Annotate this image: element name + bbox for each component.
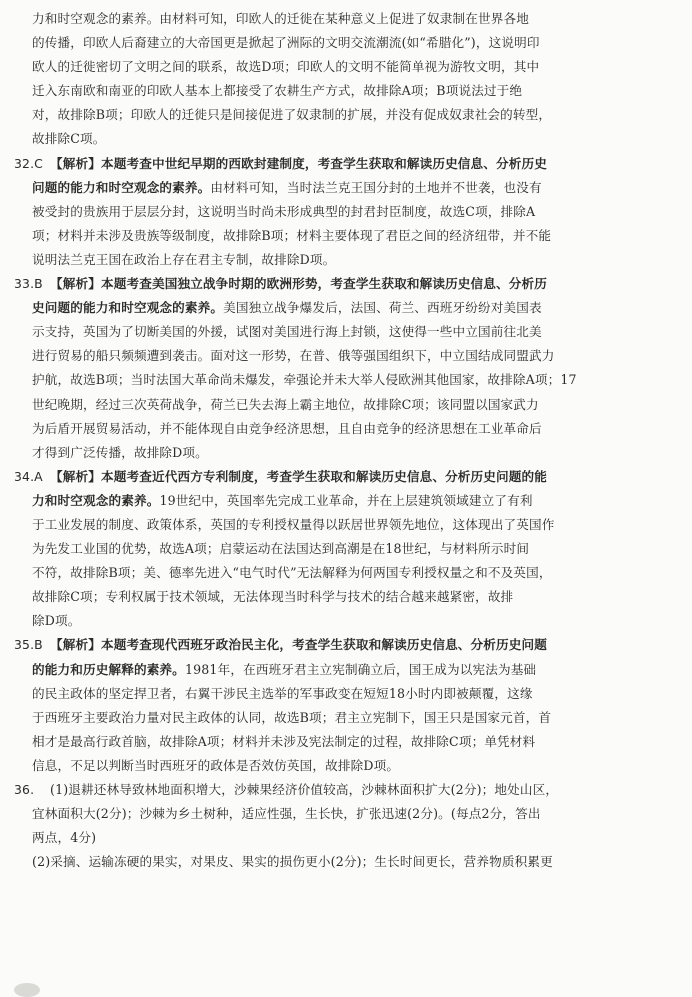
item-bold-second: 史问题的能力和时空观念的素养。 [32,300,224,316]
item-second-line [32,296,670,320]
item-line: 的民主政体的坚定捍卫者，右翼干涉民主选举的军事政变在短短18小时内即被颠覆，这缘 [32,685,533,701]
item-bold-second: 的能力和历史解释的素养。 [32,661,185,677]
item-line: (2)采摘、运输冻硬的果实，对果皮、果实的损伤更小(2分)；生长时间更长，营养物质积累更 [32,854,553,870]
item-answer: B [34,637,43,653]
item-line: 信息，不足以判断当时西班牙的政体是否效仿英国，故排除D项。 [32,757,400,773]
item-head-line [14,152,670,176]
item-head-line [14,272,670,296]
item-line: 除D项。 [32,613,81,629]
item-number: 36. [14,782,35,797]
item-second-line [32,489,670,513]
item-number: 32.C [14,155,43,171]
item-line: 世纪晚期，经过三次英荷战争，荷兰已失去海上霸主地位，故排除C项；该同盟以国家武力 [32,396,539,412]
analysis-tag: 【解析】 [50,155,101,171]
answer-item-32 [14,152,670,272]
item-line: 被受封的贵族用于层层分封，这说明当时尚未形成典型的封君封臣制度，故选C项，排除A [32,203,536,219]
item-bold-head: 本题考查现代西班牙政治民主化，考查学生获取和解读历史信息、分析历史问题 [100,637,548,653]
item-line: 不符，故排除B项；美、德率先进入“电气时代”无法解释为何两国专利授权量之和不及英国， [32,565,552,581]
item-line: 于工业发展的制度、政策体系，英国的专利授权量得以跃居世界领先地位，这体现出了英国作 [32,516,555,532]
item-second-rest: 美国独立战争爆发后，法国、荷兰、西班牙纷纷对美国表 [223,300,542,316]
item-first-text: (1)退耕还林导致林地面积增大，沙棘果经济价值较高，沙棘林面积扩大(2分)；地处山区， [50,782,559,797]
item-answer: A [34,468,43,484]
intro-line: 对，故排除B项；印欧人的迁徙只是间接促进了奴隶制的扩展，并没有促成奴隶社会的转型， [32,107,552,123]
answer-item-34 [14,465,670,634]
item-number: 34.A [14,468,43,484]
item-line: 示支持，英国为了切断美国的外援，试图对美国进行海上封锁，这使得一些中立国前往北美 [32,324,542,340]
item-head-line [14,778,670,802]
answer-item-33 [14,272,670,465]
item-bold-head: 本题考查近代西方专利制度，考查学生获取和解读历史信息、分析历史问题的能 [100,468,548,484]
analysis-tag: 【解析】 [50,637,101,653]
item-number: 35.B [14,637,43,653]
item-line: 进行贸易的船只频频遭到袭击。面对这一形势，在普、俄等强国组织下，中立国结成同盟武力 [32,348,555,364]
item-number: 33.B [14,276,43,292]
item-head-line [14,633,670,657]
item-bold-head: 本题考查美国独立战争时期的欧洲形势，考查学生获取和解读历史信息、分析历 [100,276,548,292]
item-head-line [14,465,670,489]
item-line: 才得到广泛传播，故排除D项。 [32,444,208,460]
item-line: 护航，故选B项；当时法国大革命尚未爆发，牵强论并未大举人侵欧洲其他国家，故排除A项；17 [32,372,577,388]
item-second-rest: 19世纪中，英国率先完成工业革命，并在上层建筑领域建立了有利 [159,492,533,508]
intro-block [32,7,670,152]
page-corner-mark [14,983,40,997]
item-line: 宜林面积大(2分)；沙棘为乡土树种，适应性强，生长快，扩张迅速(2分)。(每点2分，答出 [32,806,541,822]
item-answer: C [34,155,43,171]
item-second-line [32,176,670,200]
item-bold-head: 本题考查中世纪早期的西欧封建制度，考查学生获取和解读历史信息、分析历史 [100,155,548,171]
item-second-rest: 由材料可知，当时法兰克王国分封的土地并不世袭，也没有 [210,179,542,195]
item-line: 为后盾开展贸易活动，并不能体现自由竞争经济思想，且自由竞争的经济思想在工业革命后 [32,420,542,436]
item-line: 项；材料并未涉及贵族等级制度，故排除B项；材料主要体现了君臣之间的经济纽带，并不能 [32,227,552,243]
item-bold-second: 力和时空观念的素养。 [32,492,160,508]
item-answer: B [34,276,43,292]
item-line: 相才是最高行政首脑，故排除A项；材料并未涉及宪法制定的过程，故排除C项；单凭材料 [32,733,536,749]
item-line: 两点，4分) [32,830,97,846]
intro-line: 故排除C项。 [32,131,106,147]
answer-item-35 [14,633,670,778]
answer-item-36 [14,778,670,874]
item-line: 故排除C项；专利权属于技术领域，无法体现当时科学与技术的结合越来越紧密，故排 [32,589,514,605]
intro-line: 力和时空观念的素养。由材料可知，印欧人的迁徙在某种意义上促进了奴隶制在世界各地 [32,11,530,26]
item-bold-second: 问题的能力和时空观念的素养。 [32,179,211,195]
item-second-line [32,658,670,682]
item-second-rest: 1981年，在西班牙君主立宪制确立后，国王成为以宪法为基础 [184,661,537,677]
item-line: 说明法兰克王国在政治上存在君主专制，故排除D项。 [32,251,336,267]
intro-line: 欧人的迁徙密切了文明之间的联系，故选D项；印欧人的文明不能简单视为游牧文明，其中 [32,59,540,75]
analysis-tag: 【解析】 [50,468,101,484]
intro-line: 的传播，印欧人后裔建立的大帝国更是掀起了洲际的文明交流潮流(如“希腊化”)，这说明印 [32,35,540,51]
intro-line: 迁入东南欧和南亚的印欧人基本上都接受了农耕生产方式，故排除A项；B项说法过于绝 [32,83,523,99]
item-line: 于西班牙主要政治力量对民主政体的认同，故选B项；君主立宪制下，国王只是国家元首，首 [32,709,552,725]
analysis-tag: 【解析】 [50,276,101,292]
item-line: 为先发工业国的优势，故选A项；启蒙运动在法国达到高潮是在18世纪，与材料所示时间 [32,541,530,557]
